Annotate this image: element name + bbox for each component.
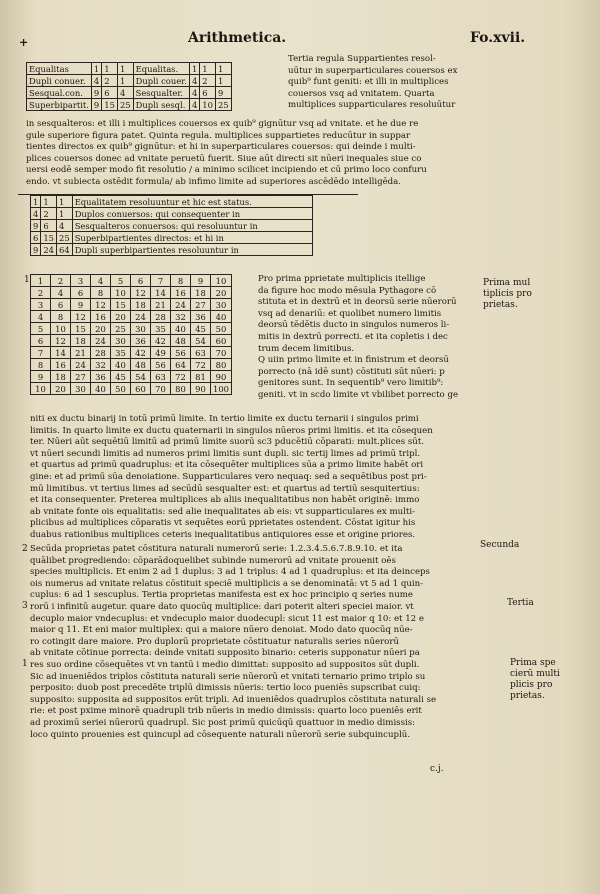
table-cell: 16 bbox=[51, 359, 71, 371]
table-cell: 10 bbox=[211, 275, 232, 287]
text-line: vsq ad denariū: et quolibet numero limitis bbox=[258, 308, 442, 319]
text-line: et quartus ad primū quadruplus: et ita cōsequēter multiplices sūa a primo limite habēt ori bbox=[30, 460, 424, 471]
table-cell: 63 bbox=[151, 371, 171, 383]
table-cell: 42 bbox=[151, 335, 171, 347]
resolution-table bbox=[30, 195, 313, 256]
table-cell: 2 bbox=[200, 75, 216, 87]
table-cell: 72 bbox=[191, 359, 211, 371]
table-cell: 15 bbox=[102, 99, 118, 111]
text-line: couersos vsq ad vnitatem. Quarta bbox=[288, 88, 435, 99]
table-cell: 4 bbox=[91, 275, 111, 287]
table-cell: 4 bbox=[57, 220, 73, 232]
text-line: et ita consequenter. Preterea multiplices ab aliis inequalitatibus non habēt originē: immo bbox=[30, 495, 420, 506]
table-cell: 2 bbox=[41, 208, 57, 220]
table-cell: Dupli conuer. bbox=[27, 75, 92, 87]
table-cell: 36 bbox=[131, 335, 151, 347]
table-cell: 56 bbox=[151, 359, 171, 371]
text-line: plicibus ad multiplices cōparatis vt sequētes eorū pprietates ostendent. Cōstat igitur his bbox=[30, 518, 416, 529]
running-title: Arithmetica. bbox=[188, 30, 287, 46]
table-cell: 10 bbox=[31, 383, 51, 395]
text-line: species multiplicis. Et enim 2 ad 1 duplus: 3 ad 1 triplus: 4 ad 1 quadruplus: et ita deinceps bbox=[30, 567, 430, 578]
table-row bbox=[31, 287, 232, 299]
table-cell: 7 bbox=[31, 347, 51, 359]
table-cell: Sesqual.con. bbox=[27, 87, 92, 99]
table-cell: 9 bbox=[71, 299, 91, 311]
margin-note-prima-spe: Prima spe cierū multi plicis pro prietas. bbox=[510, 658, 560, 701]
text-line: ad proximū seriei nūerorū quadrupl. Sic post primū quicūqū quattuor in medio dimissis: bbox=[30, 717, 416, 728]
margin-number-3: 3 bbox=[22, 601, 28, 611]
table-cell: 20 bbox=[211, 287, 232, 299]
table-cell: 8 bbox=[31, 359, 51, 371]
table-row bbox=[31, 275, 232, 287]
table-cell: 6 bbox=[131, 275, 151, 287]
table-cell: 14 bbox=[151, 287, 171, 299]
table-cell: 1 bbox=[102, 63, 118, 75]
table-cell: 2 bbox=[31, 287, 51, 299]
table-cell: 15 bbox=[71, 323, 91, 335]
table-cell: 35 bbox=[151, 323, 171, 335]
text-line: quib⁹ funt geniti: et illi in multiplices bbox=[288, 77, 449, 88]
table-cell: 9 bbox=[31, 220, 41, 232]
table-row bbox=[31, 244, 313, 256]
table-cell: 32 bbox=[91, 359, 111, 371]
table-cell: 12 bbox=[51, 335, 71, 347]
table-cell: 54 bbox=[131, 371, 151, 383]
text-line: mitis in dextrū porrecti. et ita copletis i dec bbox=[258, 331, 448, 342]
table-cell: 8 bbox=[91, 287, 111, 299]
table-cell: 20 bbox=[91, 323, 111, 335]
table-cell: 56 bbox=[171, 347, 191, 359]
table-cell: 10 bbox=[200, 99, 216, 111]
table-cell: Dupli superbipartientes resoluuntur in bbox=[72, 244, 312, 256]
text-line: mū limitibus. vt tertius limes ad secūdū sesqualter est: et quartus ad tertiū sesquitertius: bbox=[30, 483, 420, 494]
table-cell: 3 bbox=[31, 299, 51, 311]
table-cell: 15 bbox=[111, 299, 131, 311]
table-row bbox=[31, 371, 232, 383]
text-line: maior q 11. Et eni maior multiplex: qui a maiore nūero denoiat. Modo dato quocūq nūe- bbox=[30, 625, 413, 636]
text-line: porrecto (nā idē sunt) cōstituti sūt nūeri: p bbox=[258, 366, 445, 377]
table-cell: 24 bbox=[71, 359, 91, 371]
text-line: niti ex ductu binarij in totū primū limite. In tertio limite ex ductu ternarii i singulos primi bbox=[30, 414, 419, 424]
table-cell: 18 bbox=[131, 299, 151, 311]
table-cell: 4 bbox=[31, 311, 51, 323]
text-line: plices couersos donec ad vnitate peruetū fuerit. Siue aūt directi sit nūeri inequales siue co bbox=[26, 153, 422, 164]
signature-mark: c.j. bbox=[430, 764, 444, 774]
table-cell: 63 bbox=[191, 347, 211, 359]
table-cell: 80 bbox=[211, 359, 232, 371]
text-line: ab vnitate cōtinue porrecta: deinde vnitati supposito binario: ceteris supponatur nūeri pa bbox=[30, 648, 420, 659]
table-cell: 81 bbox=[191, 371, 211, 383]
table-cell: 1 bbox=[31, 196, 41, 208]
table-cell: 1 bbox=[91, 63, 101, 75]
table-cell: 25 bbox=[111, 323, 131, 335]
table-row bbox=[31, 220, 313, 232]
text-line: ter. Nūeri aūt sequētiū limitū ad primū limite suorū sc3 pducētiū cōparati: mult.plices sūt. bbox=[30, 437, 425, 448]
table-cell: 1 bbox=[215, 75, 231, 87]
table-cell: 70 bbox=[211, 347, 232, 359]
table-cell: 40 bbox=[111, 359, 131, 371]
table-cell: 30 bbox=[131, 323, 151, 335]
table-row bbox=[31, 359, 232, 371]
text-line: da figure hoc modo mēsula Pythagore cō bbox=[258, 285, 437, 296]
text-line: rie: et post pxime minorē quadrupli trib nūeris in medio dimissis: quarto loco pueniēs erit bbox=[30, 706, 422, 717]
text-line: deorsū tēdētis ducto in singulos numeros li- bbox=[258, 320, 450, 331]
table-cell: 1 bbox=[31, 275, 51, 287]
table-cell: 7 bbox=[151, 275, 171, 287]
text-line: uersi eodē semper modo fit resolutio / a minimo scilicet incipiendo et cū primo loco confuru bbox=[26, 165, 427, 176]
table-cell: 50 bbox=[111, 383, 131, 395]
text-line: geniti. vt in scdo limite vt vbilibet porrecto ge bbox=[258, 389, 459, 400]
table-cell: Dupli sesql. bbox=[133, 99, 189, 111]
table-cell: 8 bbox=[171, 275, 191, 287]
table-cell: 12 bbox=[131, 287, 151, 299]
pythagorean-table bbox=[30, 274, 232, 395]
table-cell: 36 bbox=[191, 311, 211, 323]
table-cell: 54 bbox=[191, 335, 211, 347]
table-cell: 9 bbox=[31, 244, 41, 256]
table-cell: 64 bbox=[171, 359, 191, 371]
table-cell: 4 bbox=[91, 75, 101, 87]
table-row bbox=[27, 63, 232, 75]
table-cell: 9 bbox=[31, 371, 51, 383]
main-text-block-2 bbox=[30, 414, 433, 542]
text-line: ois numerus ad vnitate relatus cōstituit speciē multiplicis a se denominatā: vt 5 ad 1 quin- bbox=[30, 578, 424, 589]
text-line: Secūda proprietas patet cōstitura naturali numerorū serie: 1.2.3.4.5.6.7.8.9.10. et ita bbox=[30, 544, 403, 554]
table-cell: 6 bbox=[31, 335, 51, 347]
table-cell: 15 bbox=[41, 232, 57, 244]
table-cell: 4 bbox=[117, 87, 133, 99]
table-cell: 6 bbox=[200, 87, 216, 99]
table-row bbox=[31, 335, 232, 347]
table-cell: 20 bbox=[51, 383, 71, 395]
table-cell: Equalitas. bbox=[133, 63, 189, 75]
text-line: decuplo maior vndecuplus: et vndecuplo maior duodecupl: sicut 11 est maior q 10: et 12 e bbox=[30, 613, 424, 624]
margin-note-secunda: Secunda bbox=[480, 540, 520, 550]
equality-table bbox=[26, 62, 232, 111]
table-cell: Sesqualter. bbox=[133, 87, 189, 99]
table-cell: 9 bbox=[191, 275, 211, 287]
table-cell: 32 bbox=[171, 311, 191, 323]
main-text-block-3 bbox=[30, 544, 436, 741]
table-cell: 45 bbox=[191, 323, 211, 335]
table-cell: 1 bbox=[117, 75, 133, 87]
table-cell: 60 bbox=[131, 383, 151, 395]
table-cell: 90 bbox=[191, 383, 211, 395]
text-line: Tertia regula Suppartientes resol- bbox=[288, 54, 436, 64]
table-cell: 40 bbox=[171, 323, 191, 335]
text-line: perposito: duob post precedēte triplū dimissis nūeris: tertio loco pueniēs supscribat cuiq: bbox=[30, 683, 421, 694]
table-cell: 27 bbox=[191, 299, 211, 311]
table-cell: 72 bbox=[171, 371, 191, 383]
table-cell: 1 bbox=[57, 196, 73, 208]
table-cell: 90 bbox=[211, 371, 232, 383]
table-row bbox=[27, 87, 232, 99]
table-cell: 35 bbox=[111, 347, 131, 359]
text-line: in sesqualteros: et illi i multiplices couersos ex quib⁹ gignūtur vsq ad vnitate. et he due re bbox=[26, 119, 419, 129]
table-cell: 48 bbox=[131, 359, 151, 371]
table-row bbox=[31, 311, 232, 323]
table-cell: 60 bbox=[211, 335, 232, 347]
table-cell: Equalitatem resoluuntur et hic est status. bbox=[72, 196, 312, 208]
table-cell: 5 bbox=[111, 275, 131, 287]
table-cell: 14 bbox=[51, 347, 71, 359]
table-cell: 30 bbox=[71, 383, 91, 395]
table-cell: 10 bbox=[111, 287, 131, 299]
table-cell: 80 bbox=[171, 383, 191, 395]
text-line: duabus rationibus multiplices ceteris inequalitatibus antiquiores esse et origine priores. bbox=[30, 529, 416, 540]
table-cell: 1 bbox=[57, 208, 73, 220]
table-cell: 25 bbox=[57, 232, 73, 244]
table-cell: 9 bbox=[91, 87, 101, 99]
text-line: tientes directos ex quib⁹ gignūtur: et hi in superparticulares couersos: qui deinde i multi- bbox=[26, 142, 416, 153]
table-cell: 12 bbox=[91, 299, 111, 311]
table-cell: 6 bbox=[71, 287, 91, 299]
table-cell: 70 bbox=[151, 383, 171, 395]
table-cell: 6 bbox=[31, 232, 41, 244]
page-mark: + bbox=[19, 36, 29, 49]
table-cell: 27 bbox=[71, 371, 91, 383]
regula-paragraph bbox=[288, 54, 457, 112]
table-cell: 9 bbox=[215, 87, 231, 99]
table-cell: 2 bbox=[102, 75, 118, 87]
table-cell: 40 bbox=[211, 311, 232, 323]
table-cell: 24 bbox=[41, 244, 57, 256]
table-cell: 18 bbox=[71, 335, 91, 347]
table-row bbox=[31, 347, 232, 359]
table-cell: 36 bbox=[91, 371, 111, 383]
margin-note-tertia: Tertia bbox=[507, 598, 534, 608]
table-row bbox=[27, 75, 232, 87]
text-line: Sic ad inueniēdos triplos cōstituta naturali serie nūerorū et vnitati ternario primo triplo su bbox=[30, 671, 426, 682]
table-cell: 24 bbox=[91, 335, 111, 347]
table-cell: 1 bbox=[117, 63, 133, 75]
text-line: supposito: supposita ad suppositos erūt tripli. Ad inueniēdos quadruplos cōstituta naturali se bbox=[30, 694, 437, 705]
text-line: stituta et in dextrū et in deorsū serie nūerorū bbox=[258, 297, 457, 308]
text-line: gule superiore figura patet. Quinta regula. multiplices suppartietes reducūtur in suppar bbox=[26, 130, 411, 141]
table-row bbox=[31, 323, 232, 335]
table-cell: 49 bbox=[151, 347, 171, 359]
table-cell: 1 bbox=[41, 196, 57, 208]
table-cell: 4 bbox=[189, 87, 199, 99]
table-row bbox=[27, 99, 232, 111]
table-cell: 4 bbox=[51, 287, 71, 299]
table-cell: 8 bbox=[51, 311, 71, 323]
table-cell: 18 bbox=[51, 371, 71, 383]
table-cell: 24 bbox=[171, 299, 191, 311]
table-cell: 4 bbox=[189, 75, 199, 87]
table-cell: 28 bbox=[91, 347, 111, 359]
table-cell: 64 bbox=[57, 244, 73, 256]
table-cell: 28 bbox=[151, 311, 171, 323]
table-cell: 9 bbox=[91, 99, 101, 111]
text-line: trum decem limitibus. bbox=[258, 343, 355, 354]
table-cell: 4 bbox=[31, 208, 41, 220]
table-cell: 21 bbox=[71, 347, 91, 359]
folio-number: Fo.xvii. bbox=[470, 30, 526, 46]
text-line: res suo ordine cōsequētes vt vn tantū i medio dimittat: supposito ad suppositos sūt dupli. bbox=[30, 659, 420, 670]
text-line: uūtur in superparticulares couersos ex bbox=[288, 65, 458, 76]
table-cell: 5 bbox=[31, 323, 51, 335]
main-text-block-1 bbox=[26, 119, 427, 189]
table-cell: 4 bbox=[189, 99, 199, 111]
table-cell: Duplos conuersos: qui consequenter in bbox=[72, 208, 312, 220]
prima-proprietas-paragraph bbox=[258, 274, 458, 402]
table-row bbox=[31, 232, 313, 244]
table-cell: Sesqualteros conuersos: qui resoluuntur in bbox=[72, 220, 312, 232]
table-cell: 25 bbox=[117, 99, 133, 111]
text-line: quālibet progrediendo: cōparādoquelibet subinde numerorū ad vnitate prouenit oēs bbox=[30, 555, 396, 566]
table-cell: 30 bbox=[211, 299, 232, 311]
table-cell: 40 bbox=[91, 383, 111, 395]
margin-number-4: 1 bbox=[22, 659, 28, 669]
text-line: ro cotingit dare maiore. Pro duplorū proprietate cōstituatur naturalis series nūerorū bbox=[30, 636, 399, 647]
table-cell: Dupli couer. bbox=[133, 75, 189, 87]
table-cell: 12 bbox=[71, 311, 91, 323]
table-cell: 6 bbox=[102, 87, 118, 99]
table-cell: 21 bbox=[151, 299, 171, 311]
table-cell: 25 bbox=[215, 99, 231, 111]
table-row bbox=[31, 383, 232, 395]
table-cell: 30 bbox=[111, 335, 131, 347]
text-line: ab vnitate fonte ois equalitatis: sed alie inequalitates ab eis: vt supparticulares ex multi- bbox=[30, 506, 415, 517]
text-line: loco quinto prouenies est quincupl ad cōsequente naturali nūerorū serie subquincuplū. bbox=[30, 729, 411, 740]
margin-number-2: 2 bbox=[22, 544, 28, 554]
table-cell: 42 bbox=[131, 347, 151, 359]
text-line: multiplices supparticulares resoluūtur bbox=[288, 100, 456, 111]
table-cell: 50 bbox=[211, 323, 232, 335]
text-line: rorū i infinitū augetur. quare dato quocūq multiplice: dari poterit alteri speciei maior. vt bbox=[30, 601, 414, 612]
table-cell: 100 bbox=[211, 383, 232, 395]
text-line: vt nūeri secundi limitis ad numeros primi limitis sunt dupli. sic tertij limes ad primū tripl. bbox=[30, 448, 421, 459]
table-cell: 6 bbox=[51, 299, 71, 311]
table-cell: Equalitas bbox=[27, 63, 92, 75]
text-line: endo. vt subiecta ostēdit formula/ ab infimo limite ad superiores ascēdēdo intelligēda. bbox=[26, 176, 402, 187]
table-cell: 18 bbox=[191, 287, 211, 299]
table-cell: 10 bbox=[51, 323, 71, 335]
table-cell: 48 bbox=[171, 335, 191, 347]
table-cell: 1 bbox=[215, 63, 231, 75]
table-row bbox=[31, 196, 313, 208]
text-line: limitis. In quarto limite ex ductu quaternarii in singulos nūeros primi limitis. et ita cōsequen bbox=[30, 425, 433, 436]
text-line: gine: et ad primū sūa denoiatione. Supparticulares vero nequaq: sed a sequētibus post pri- bbox=[30, 471, 427, 482]
margin-note-prima: Prima mul tiplicis pro prietas. bbox=[483, 278, 532, 310]
table-cell: 20 bbox=[111, 311, 131, 323]
text-line: Pro prima pprietate multiplicis itellige bbox=[258, 274, 426, 284]
text-line: genitores sunt. In sequentib⁹ vero limitib⁹: bbox=[258, 378, 444, 389]
table-cell: 16 bbox=[91, 311, 111, 323]
table-cell: 1 bbox=[200, 63, 216, 75]
text-line: Q uiin primo limite et in finistrum et deorsū bbox=[258, 355, 449, 366]
margin-number-1: 1 bbox=[24, 275, 30, 285]
table-cell: 45 bbox=[111, 371, 131, 383]
table-row bbox=[31, 299, 232, 311]
table-cell: Superbipartientes directos: et hi in bbox=[72, 232, 312, 244]
table-cell: Superbipartit. bbox=[27, 99, 92, 111]
table-cell: 16 bbox=[171, 287, 191, 299]
table-row bbox=[31, 208, 313, 220]
table-cell: 6 bbox=[41, 220, 57, 232]
table-cell: 24 bbox=[131, 311, 151, 323]
table-cell: 1 bbox=[189, 63, 199, 75]
text-line: cuplus: 6 ad 1 sescuplus. Tertia proprietas manifesta est ex hoc principio q series nume bbox=[30, 590, 413, 601]
table-cell: 3 bbox=[71, 275, 91, 287]
table-cell: 2 bbox=[51, 275, 71, 287]
